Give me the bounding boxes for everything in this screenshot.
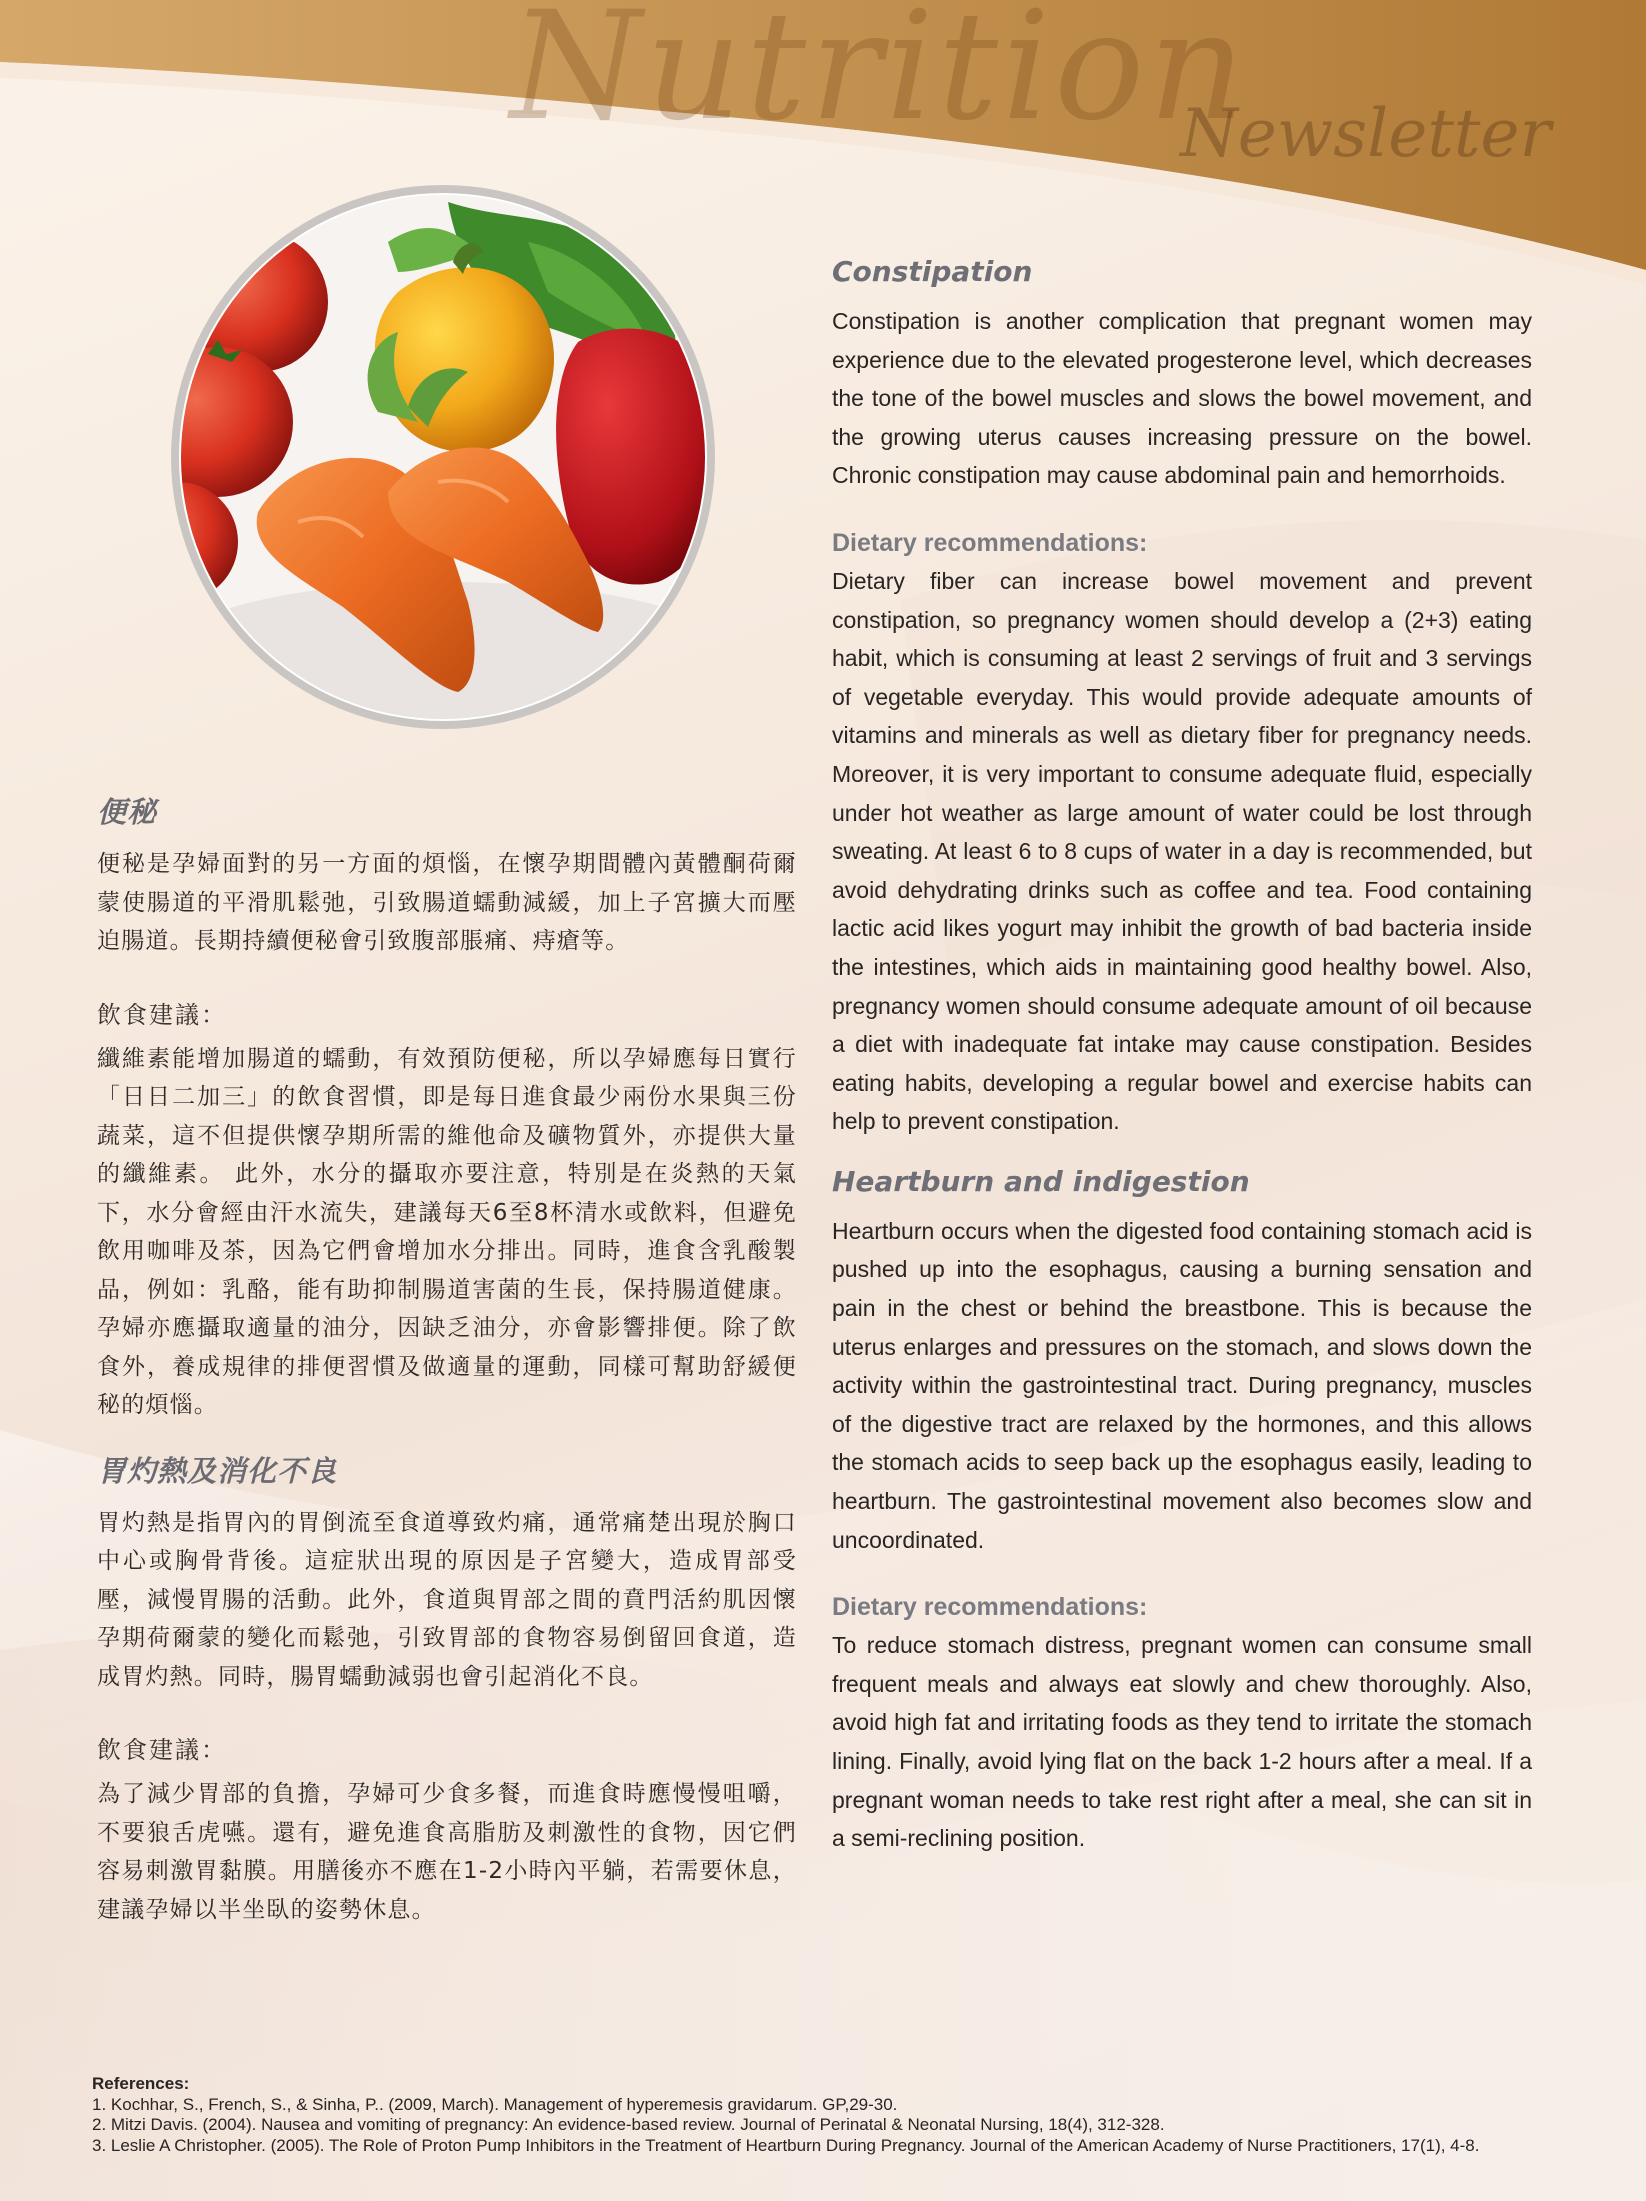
constipation-heading-en: Constipation — [832, 255, 1033, 288]
chinese-column — [97, 790, 797, 1929]
diet-heading-en-1: Dietary recommendations: — [832, 528, 1148, 557]
constipation-heading-zh: 便秘 — [97, 795, 158, 829]
reference-item: 3. Leslie A Christopher. (2005). The Role of Proton Pump Inhibitors in the Treatment of Heartburn During Pregnancy. Journal of the American Academy of Nurse Practitioners, 17(1), 4-8. — [92, 2135, 1480, 2155]
constipation-body-zh: 便秘是孕婦面對的另一方面的煩惱，在懷孕期間體內黃體酮荷爾蒙使腸道的平滑肌鬆弛，引致腸道蠕動減緩，加上子宮擴大而壓迫腸道。長期持續便秘會引致腹部脹痛、痔瘡等。 — [97, 851, 797, 954]
diet-heading-en-2: Dietary recommendations: — [832, 1593, 1148, 1622]
references — [92, 2074, 1592, 2156]
masthead-title: Nutrition — [510, 0, 1249, 154]
diet-body-en-1: Dietary fiber can increase bowel movement and prevent constipation, so pregnancy women should develop a (2+3) eating habit, which is consuming at least 2 servings of fruit and 3 servings of vegetable everyday. This would provide adequate amounts of vitamins and minerals as well as dietary fiber for pregnancy needs. Moreover, it is very important to consume adequate fluid, especially under hot weather as large amount of water could be lost through sweating. At least 6 to 8 cups of water in a day is recommended, but avoid dehydrating drinks such as coffee and tea. Food containing lactic acid likes yogurt may inhibit the growth of bad bacteria inside the intestines, which aids in maintaining good healthy bowel. Also, pregnancy women should consume adequate amount of oil because a diet with inadequate fat intake may cause constipation. Besides eating habits, developing a regular bowel and exercise habits can help to prevent constipation. — [832, 567, 1532, 1135]
heartburn-body-en: Heartburn occurs when the digested food containing stomach acid is pushed up into the esophagus, causing a burning sensation and pain in the chest or behind the breastbone. This is because the uterus enlarges and pressures on the stomach, and slows down the activity within the gastrointestinal tract. During pregnancy, muscles of the digestive tract are relaxed by the hormones, and this allows the stomach acids to seep back up the esophagus easily, leading to heartburn. The gastrointestinal movement also becomes slow and uncoordinated. — [832, 1217, 1532, 1553]
heartburn-body-zh: 胃灼熱是指胃內的胃倒流至食道導致灼痛，通常痛楚出現於胸口中心或胸骨背後。這症狀出現的原因是子宮變大，造成胃部受壓，減慢胃腸的活動。此外，食道與胃部之間的賁門活約肌因懷孕期荷爾蒙的變化而鬆弛，引致胃部的食物容易倒留回食道，造成胃灼熱。同時，腸胃蠕動減弱也會引起消化不良。 — [97, 1509, 797, 1690]
diet-body-en-2: To reduce stomach distress, pregnant women can consume small frequent meals and always eat slowly and chew thoroughly. Also, avoid high fat and irritating foods as they tend to irritate the stomach lining. Finally, avoid lying flat on the back 1-2 hours after a meal. If a pregnant woman needs to take rest right after a meal, she can sit in a semi-reclining position. — [832, 1632, 1532, 1852]
english-column — [832, 255, 1532, 1858]
masthead-subtitle: Newsletter — [1180, 95, 1551, 172]
diet-heading-zh-2: 飲食建議： — [97, 1736, 227, 1764]
diet-body-zh-1: 纖維素能增加腸道的蠕動，有效預防便秘，所以孕婦應每日實行「日日二加三」的飲食習慣，即是每日進食最少兩份水果與三份蔬菜，這不但提供懷孕期所需的維他命及礦物質外，亦提供大量的纖維素。 此外，水分的攝取亦要注意，特別是在炎熱的天氣下，水分會經由汗水流失，建議每天6至8杯清水或飲料，但避免飲用咖啡及茶，因為它們會增加水分排出。同時，進食含乳酸製品，例如：乳酪，能有助抑制腸道害菌的生長，保持腸道健康。孕婦亦應攝取適量的油分，因缺乏油分，亦會影響排便。除了飲食外，養成規律的排便習慣及做適量的運動，同樣可幫助舒緩便秘的煩惱。 — [97, 1045, 797, 1418]
constipation-body-en: Constipation is another complication that pregnant women may experience due to the elevated progesterone level, which decreases the tone of the bowel muscles and slows the bowel movement, and the growing uterus causes increasing pressure on the bowel. Chronic constipation may cause abdominal pain and hemorrhoids. — [832, 308, 1532, 489]
reference-item: 2. Mitzi Davis. (2004). Nausea and vomiting of pregnancy: An evidence-based review. Journal of Perinatal & Neonatal Nursing, 18(4), 312-328. — [92, 2115, 1165, 2134]
vegetables-photo — [148, 182, 738, 732]
reference-item: 1. Kochhar, S., French, S., & Sinha, P.. (2009, March). Management of hyperemesis gravidarum. GP,29-30. — [92, 2094, 898, 2114]
references-title: References: — [92, 2074, 190, 2093]
heartburn-heading-en: Heartburn and indigestion — [832, 1164, 1250, 1198]
diet-heading-zh-1: 飲食建議： — [97, 1000, 227, 1029]
heartburn-heading-zh: 胃灼熱及消化不良 — [97, 1453, 338, 1488]
diet-body-zh-2: 為了減少胃部的負擔，孕婦可少食多餐，而進食時應慢慢咀嚼，不要狼舌虎嚥。還有，避免進食高脂肪及刺激性的食物，因它們容易刺激胃黏膜。用膳後亦不應在1-2小時內平躺，若需要休息，建議孕婦以半坐臥的姿勢休息。 — [97, 1781, 797, 1923]
